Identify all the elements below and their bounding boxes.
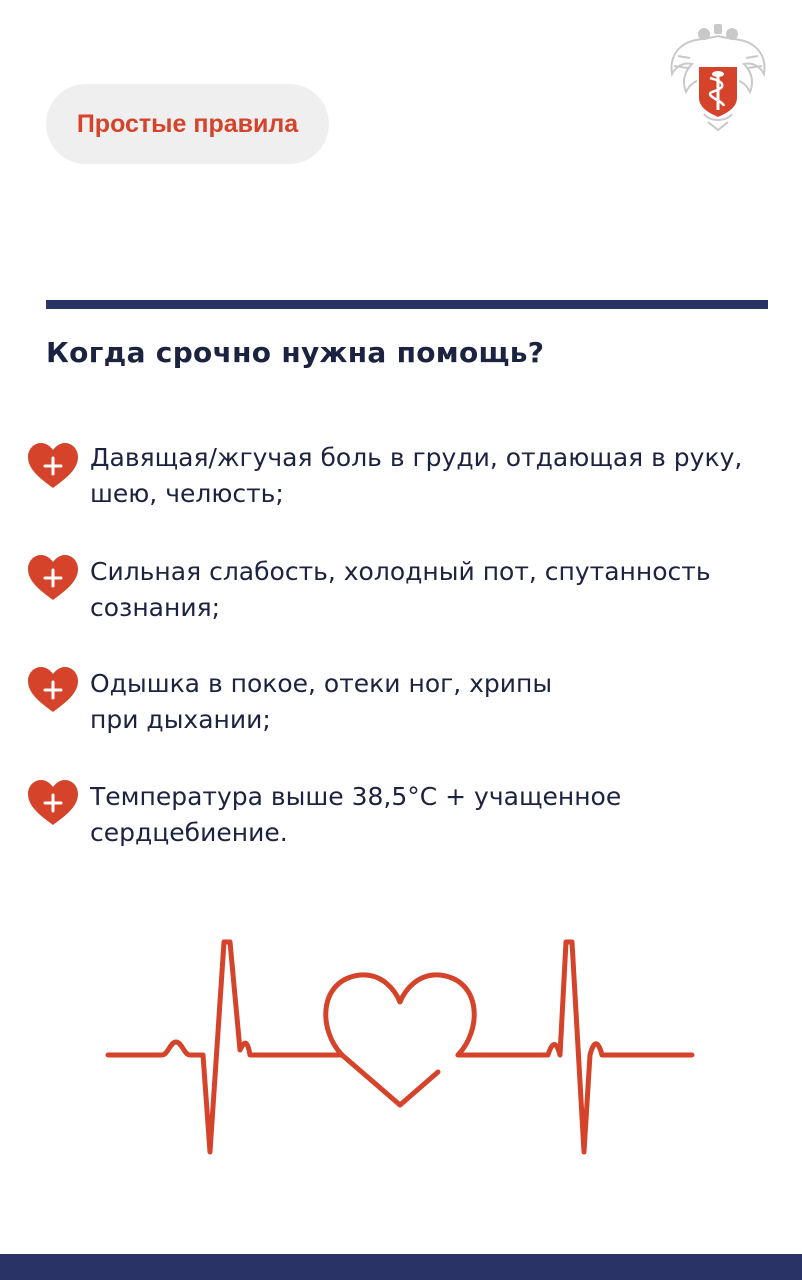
section-title: Когда срочно нужна помощь? — [46, 336, 545, 369]
section-divider — [46, 300, 768, 309]
heart-plus-icon — [26, 554, 80, 602]
symptom-text: Температура выше 38,5°С + учащенное сердцебиение. — [90, 782, 622, 847]
rules-badge — [46, 84, 329, 164]
rules-badge-label: Простые правила — [76, 109, 299, 138]
heart-plus-icon — [26, 442, 80, 490]
symptom-text: Давящая/жгучая боль в груди, отдающая в руку, шею, челюсть; — [90, 443, 743, 508]
heart-plus-icon — [26, 779, 80, 827]
symptom-text: Одышка в покое, отеки ног, хрипы при дыхании; — [90, 669, 553, 734]
footer-bar — [0, 1254, 802, 1280]
symptom-text: Сильная слабость, холодный пот, спутанность сознания; — [90, 557, 711, 622]
heart-plus-icon — [26, 666, 80, 714]
heartbeat-line-icon — [100, 930, 700, 1170]
ministry-emblem-icon — [664, 22, 772, 134]
